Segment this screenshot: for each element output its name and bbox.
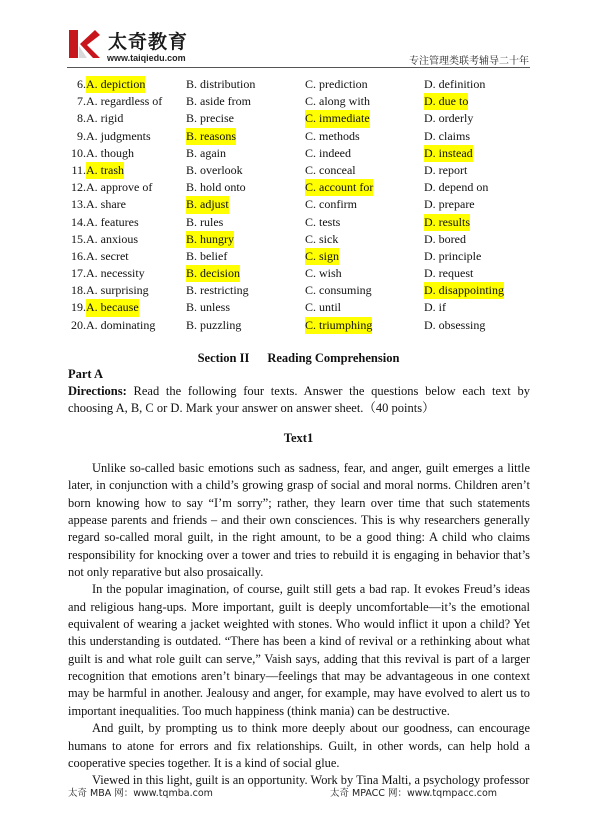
option-b: B. aside from bbox=[186, 94, 251, 109]
question-number: 20. bbox=[71, 317, 86, 332]
option-a: A. surprising bbox=[86, 283, 149, 298]
option-c: C. tests bbox=[305, 214, 341, 229]
question-number: 12. bbox=[71, 180, 86, 195]
option-c: C. wish bbox=[305, 266, 342, 281]
passage-paragraph: In the popular imagination, of course, guilt still gets a bad rap. It evokes Freud’s ideas and religious hang-ups. More important, guilt is deeply uncomfortable—it’s the emotional equivalent of wearing a jacket weighted with stones. Who would inflict it upon a child? Yet this understanding is outdated. “There has been a kind of revival or a rethinking about what guilt is and what role guilt can serve,” Vaish says, adding that this revival is part of a larger recognition that emotions aren’t binary—feelings that may be advantageous in one context may be harmful in another. Jealousy and anger, for example, may have evolved to alert us to important inequalities. Too much happiness (think mania) can be destructive. bbox=[68, 582, 530, 718]
option-b: B. precise bbox=[186, 111, 234, 126]
correct-option: B. reasons bbox=[186, 128, 236, 145]
option-c: C. indeed bbox=[305, 145, 351, 160]
correct-option: B. decision bbox=[186, 265, 240, 282]
correct-option: A. depiction bbox=[86, 76, 145, 93]
option-b: B. unless bbox=[186, 300, 231, 315]
reading-passage bbox=[68, 460, 530, 790]
correct-option: C. immediate bbox=[305, 110, 370, 127]
option-d: D. definition bbox=[424, 77, 486, 91]
correct-option: D. due to bbox=[424, 93, 468, 110]
footer-right: 太奇 MPACC 网：www.tqmpacc.com bbox=[330, 788, 498, 799]
passage-paragraph: Viewed in this light, guilt is an opportunity. Work by Tina Malti, a psychology professor bbox=[92, 773, 530, 788]
option-b: B. rules bbox=[186, 214, 224, 229]
option-d: D. principle bbox=[424, 248, 482, 263]
section-name: Reading Comprehension bbox=[267, 351, 400, 365]
answer-row bbox=[68, 93, 538, 110]
correct-option: D. disappointing bbox=[424, 282, 504, 299]
option-c: C. until bbox=[305, 300, 342, 315]
answer-row bbox=[68, 179, 538, 196]
correct-option: C. account for bbox=[305, 179, 373, 196]
answer-row bbox=[68, 76, 538, 93]
footer-left: 太奇 MBA 网：www.tqmba.com bbox=[68, 788, 213, 799]
option-a: A. necessity bbox=[86, 266, 145, 281]
option-b: B. distribution bbox=[186, 77, 256, 91]
option-d: D. orderly bbox=[424, 111, 474, 126]
correct-option: B. hungry bbox=[186, 231, 234, 248]
option-c: C. confirm bbox=[305, 197, 357, 212]
option-b: B. overlook bbox=[186, 162, 243, 177]
option-b: B. again bbox=[186, 145, 226, 160]
option-d: D. if bbox=[424, 300, 446, 315]
option-d: D. bored bbox=[424, 231, 466, 246]
question-number: 14. bbox=[71, 214, 86, 229]
option-a: A. judgments bbox=[86, 128, 151, 143]
question-number: 15. bbox=[71, 231, 86, 246]
option-a: A. secret bbox=[86, 248, 129, 263]
page-header bbox=[0, 0, 597, 72]
option-a: A. rigid bbox=[86, 111, 124, 126]
option-b: B. puzzling bbox=[186, 317, 242, 332]
answer-row bbox=[68, 282, 538, 299]
option-a: A. share bbox=[86, 197, 126, 212]
correct-option: C. triumphing bbox=[305, 317, 372, 334]
answer-row bbox=[68, 145, 538, 162]
section-title bbox=[0, 351, 597, 366]
question-number: 9. bbox=[77, 128, 86, 143]
answer-row bbox=[68, 128, 538, 145]
option-b: B. restricting bbox=[186, 283, 249, 298]
option-d: D. report bbox=[424, 162, 468, 177]
option-a: A. features bbox=[86, 214, 139, 229]
answer-row bbox=[68, 231, 538, 248]
directions-label: Directions: bbox=[68, 384, 127, 398]
option-c: C. conceal bbox=[305, 162, 356, 177]
option-a: A. dominating bbox=[86, 317, 156, 332]
passage-paragraph: And guilt, by prompting us to think more deeply about our goodness, can encourage humans to atone for errors and fix relationships. Guilt, in other words, can help hold a cooperative species together. It is a kind of social glue. bbox=[68, 721, 530, 770]
part-label: Part A bbox=[68, 367, 104, 381]
answer-row bbox=[68, 162, 538, 179]
question-number: 11. bbox=[71, 162, 86, 177]
answer-row bbox=[68, 196, 538, 213]
option-d: D. depend on bbox=[424, 180, 489, 195]
option-d: D. obsessing bbox=[424, 317, 486, 332]
option-d: D. request bbox=[424, 266, 474, 281]
answer-row bbox=[68, 265, 538, 282]
option-c: C. prediction bbox=[305, 77, 368, 91]
question-number: 18. bbox=[71, 283, 86, 298]
header-slogan: 专注管理类联考辅导二十年 bbox=[409, 56, 529, 67]
option-a: A. approve of bbox=[86, 180, 153, 195]
answer-key-list bbox=[68, 76, 538, 334]
option-c: C. methods bbox=[305, 128, 360, 143]
option-c: C. consuming bbox=[305, 283, 372, 298]
option-a: A. regardless of bbox=[86, 94, 163, 109]
question-number: 7. bbox=[77, 94, 86, 109]
logo-url: www.taiqiedu.com bbox=[107, 53, 186, 63]
question-number: 6. bbox=[77, 77, 86, 91]
directions-text: Read the following four texts. Answer the questions below each text by choosing A, B, C or D. Mark your answer on answer sheet.（40 points） bbox=[68, 384, 530, 415]
correct-option: C. sign bbox=[305, 248, 339, 265]
correct-option: A. trash bbox=[86, 162, 124, 179]
question-number: 13. bbox=[71, 197, 86, 212]
option-d: D. claims bbox=[424, 128, 470, 143]
answer-row bbox=[68, 299, 538, 316]
option-a: A. though bbox=[86, 145, 134, 160]
answer-row bbox=[68, 317, 538, 334]
directions bbox=[68, 383, 530, 416]
question-number: 19. bbox=[71, 300, 86, 315]
correct-option: B. adjust bbox=[186, 196, 229, 213]
option-b: B. belief bbox=[186, 248, 228, 263]
question-number: 8. bbox=[77, 111, 86, 126]
correct-option: D. results bbox=[424, 214, 470, 231]
question-number: 10. bbox=[71, 145, 86, 160]
question-number: 16. bbox=[71, 248, 86, 263]
taiqi-logo-icon bbox=[67, 28, 101, 60]
answer-row bbox=[68, 110, 538, 127]
correct-option: D. instead bbox=[424, 145, 473, 162]
answer-row bbox=[68, 214, 538, 231]
answer-row bbox=[68, 248, 538, 265]
option-a: A. anxious bbox=[86, 231, 138, 246]
logo-chinese-name: 太奇教育 bbox=[108, 31, 189, 53]
question-number: 17. bbox=[71, 266, 86, 281]
option-c: C. sick bbox=[305, 231, 339, 246]
header-divider bbox=[67, 67, 530, 68]
correct-option: A. because bbox=[86, 299, 139, 316]
passage-paragraph: Unlike so-called basic emotions such as sadness, fear, and anger, guilt emerges a little later, in conjunction with a child’s growing grasp of social and moral norms. Children aren’t born knowing how to say “I’m sorry”; rather, they learn over time that such statements appease parents and friends – and their own consciences. This is why researchers generally regard so-called moral guilt, in the right amount, to be a good thing: A child who claims responsibility for knocking over a tower and tries to rebuild it is engaging in behavior that’s not only reparative but also prosaically. bbox=[68, 461, 530, 580]
text-title: Text1 bbox=[283, 431, 314, 445]
option-d: D. prepare bbox=[424, 197, 475, 212]
option-b: B. hold onto bbox=[186, 180, 246, 195]
option-c: C. along with bbox=[305, 94, 370, 109]
section-number: Section II bbox=[197, 351, 250, 365]
